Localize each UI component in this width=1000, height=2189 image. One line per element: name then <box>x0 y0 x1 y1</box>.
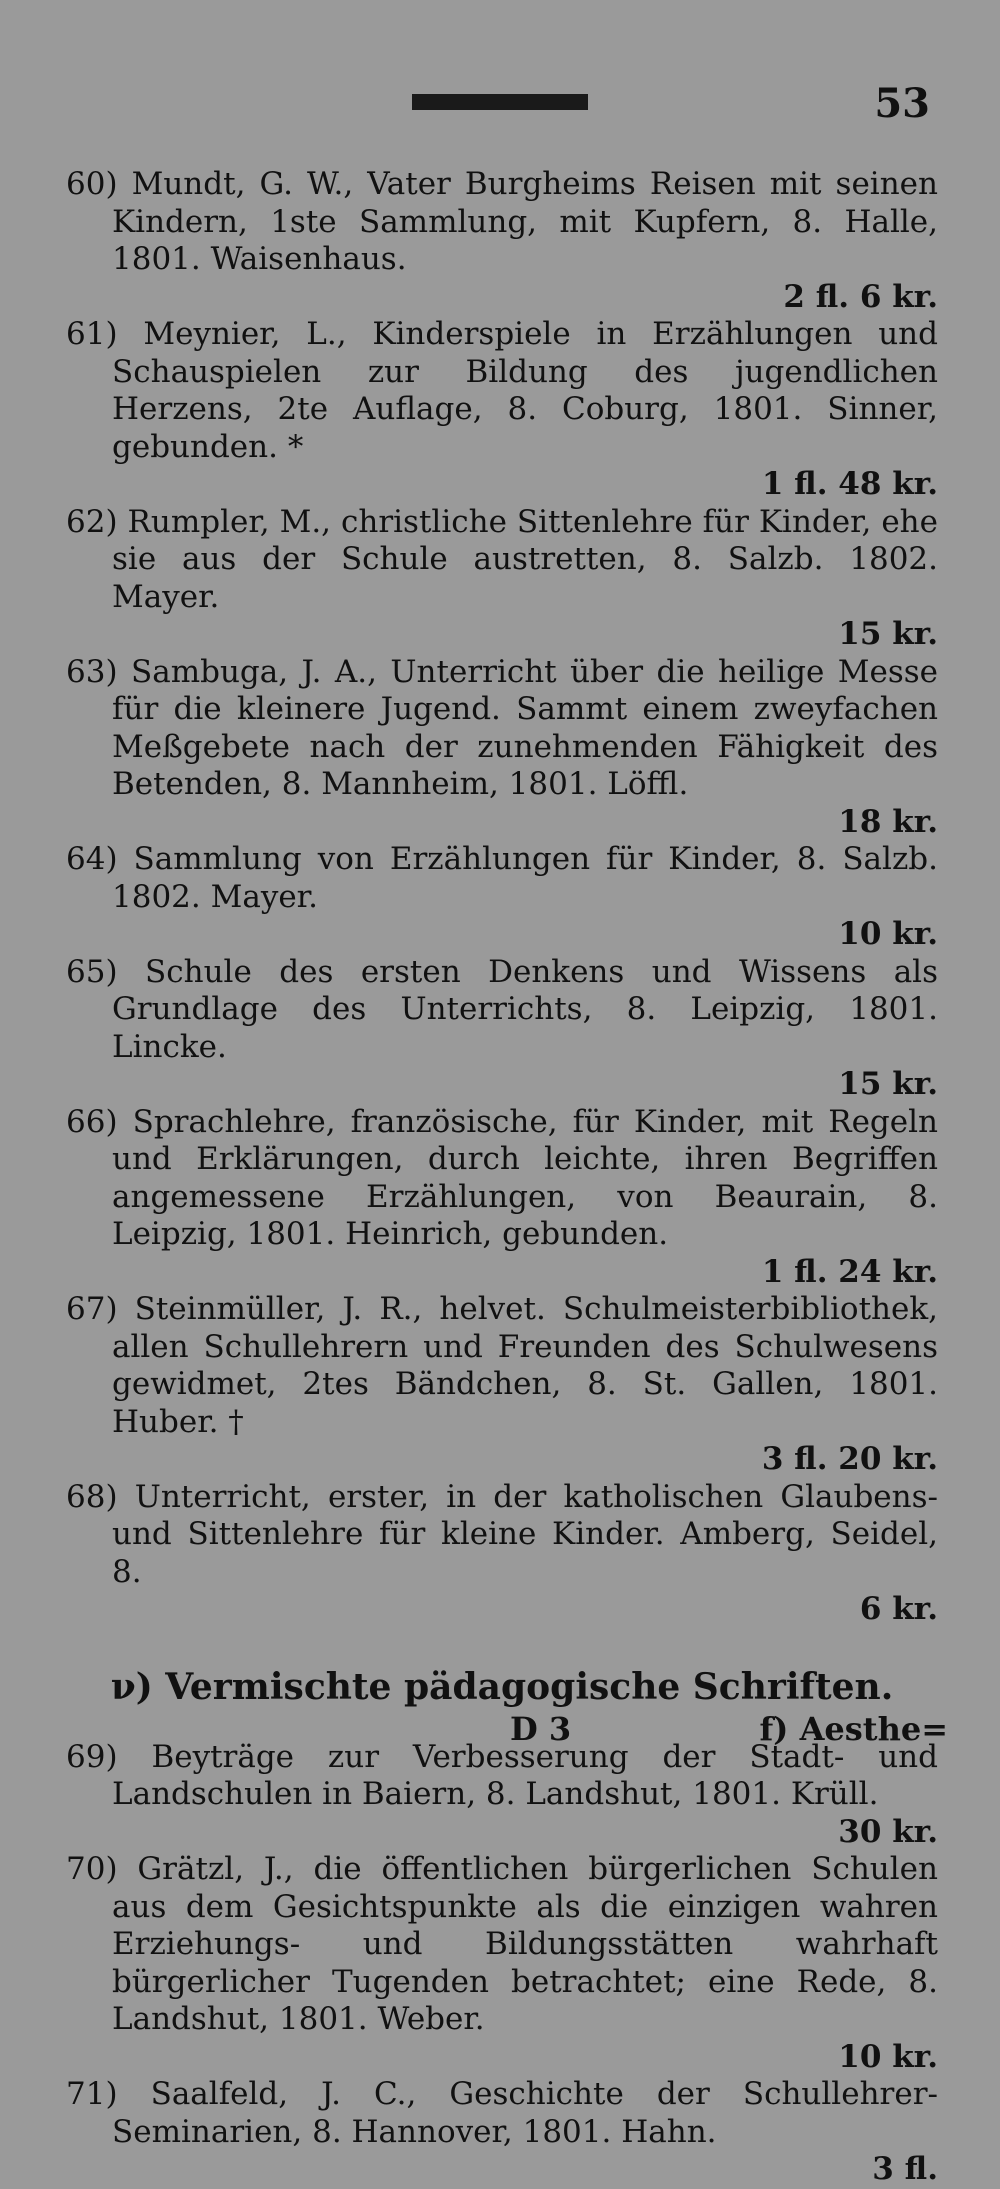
entry-body: Sammlung von Erzählungen für Kinder, 8. Salzb. 1802. Mayer. <box>112 841 938 915</box>
entry-text <box>66 316 938 466</box>
entry-number: 71) <box>66 2076 118 2112</box>
entry-price: 18 kr. <box>838 803 938 840</box>
entry-number: 70) <box>66 1851 118 1887</box>
entry-text <box>66 504 938 617</box>
entry-body: Grätzl, J., die öffentlichen bürgerlichen Schulen aus dem Gesichtspunkte als die einzigen wahren Erziehungs- und Bildungsstätten wahrhaft bürgerlicher Tugenden betrachtet; eine Rede, 8. Landshut, 1801. Weber. <box>112 1851 938 2037</box>
entry-number: 69) <box>66 1738 118 1775</box>
entry-body: Unterricht, erster, in der katholischen Glaubens- und Sittenlehre für kleine Kinder. Amberg, Seidel, 8. <box>112 1478 938 1590</box>
entry-text <box>66 2076 938 2151</box>
entry-text <box>66 1851 938 2039</box>
page-number: 53 <box>874 80 930 127</box>
entry-body: Meynier, L., Kinderspiele in Erzählungen und Schauspielen zur Bildung des jugendlichen Herzens, 2te Auflage, 8. Coburg, 1801. Sinner, gebunden. * <box>112 316 938 465</box>
catchword: f) Aesthe= <box>759 1710 948 1748</box>
entry-price: 2 fl. 6 kr. <box>783 278 938 315</box>
entry-text <box>66 1291 938 1441</box>
entry-body: Rumpler, M., christliche Sittenlehre für Kinder, ehe sie aus der Schule austretten, 8. Salzb. 1802. Mayer. <box>112 503 938 615</box>
entry-body: Beyträge zur Verbesserung der Stadt- und Landschulen in Baiern, 8. Landshut, 1801. Krüll. <box>112 1738 938 1812</box>
entry-list <box>66 166 938 2189</box>
header-rule <box>412 94 588 110</box>
entry-number: 65) <box>66 953 118 990</box>
entry-number: 66) <box>66 1103 118 1140</box>
entry-body: Schule des ersten Denkens und Wissens als Grundlage des Unterrichts, 8. Leipzig, 1801. Lincke. <box>112 953 939 1065</box>
entry-body: Saalfeld, J. C., Geschichte der Schullehrer-Seminarien, 8. Hannover, 1801. Hahn. <box>112 2076 938 2150</box>
bibliography-entry <box>66 316 938 504</box>
bibliography-entry <box>66 1291 938 1479</box>
entry-text <box>66 166 938 279</box>
signature-mark: D 3 <box>510 1710 572 1748</box>
entry-body: Sprachlehre, französische, für Kinder, mit Regeln und Erklärungen, durch leichte, ihren Begriffen angemessene Erzählungen, von Beaurain, 8. Leipzig, 1801. Heinrich, gebunden. <box>112 1103 939 1252</box>
entry-price: 3 fl. <box>872 2151 938 2187</box>
entry-price: 3 fl. 20 kr. <box>761 1441 938 1477</box>
entry-text <box>66 654 938 804</box>
entry-number: 64) <box>66 841 118 877</box>
entry-number: 67) <box>66 1291 118 1327</box>
entry-price: 15 kr. <box>838 616 938 652</box>
entry-body: Mundt, G. W., Vater Burgheims Reisen mit seinen Kindern, 1ste Sammlung, mit Kupfern, 8. Halle, 1801. Waisenhaus. <box>112 166 938 277</box>
entry-price: 1 fl. 24 kr. <box>761 1253 938 1290</box>
page-footer <box>0 1710 1000 1760</box>
entry-number: 60) <box>66 166 118 202</box>
entry-price: 6 kr. <box>859 1591 938 1627</box>
entry-number: 61) <box>66 316 118 352</box>
entry-text <box>66 1104 938 1254</box>
section-heading: ν) Vermischte pädagogische Schriften. <box>110 1665 894 1708</box>
bibliography-entry <box>66 1851 938 2076</box>
bibliography-entry <box>66 841 938 954</box>
bibliography-entry <box>66 166 938 316</box>
entry-price: 10 kr. <box>838 2038 938 2075</box>
bibliography-entry <box>66 504 938 654</box>
entry-body: Steinmüller, J. R., helvet. Schulmeisterbibliothek, allen Schullehrern und Freunden des Schulwesens gewidmet, 2tes Bändchen, 8. St. Gallen, 1801. Huber. † <box>112 1291 939 1440</box>
entry-price: 1 fl. 48 kr. <box>761 466 938 502</box>
entry-text <box>66 841 938 916</box>
bibliography-entry <box>66 954 938 1104</box>
entry-number: 62) <box>66 503 118 540</box>
entry-body: Sambuga, J. A., Unterricht über die heilige Messe für die kleinere Jugend. Sammt einem zweyfachen Meßgebete nach der zunehmenden Fähigkeit des Betenden, 8. Mannheim, 1801. Löffl. <box>112 653 938 802</box>
entry-text <box>66 1479 938 1592</box>
entry-price: 30 kr. <box>838 1813 938 1850</box>
entry-text <box>66 954 938 1067</box>
bibliography-entry <box>66 2076 938 2189</box>
bibliography-entry <box>66 1104 938 1292</box>
bibliography-entry <box>66 1479 938 1629</box>
entry-price: 10 kr. <box>838 916 938 952</box>
entry-number: 68) <box>66 1478 118 1515</box>
bibliography-entry <box>66 654 938 842</box>
entry-number: 63) <box>66 653 118 690</box>
entry-price: 15 kr. <box>838 1066 938 1102</box>
